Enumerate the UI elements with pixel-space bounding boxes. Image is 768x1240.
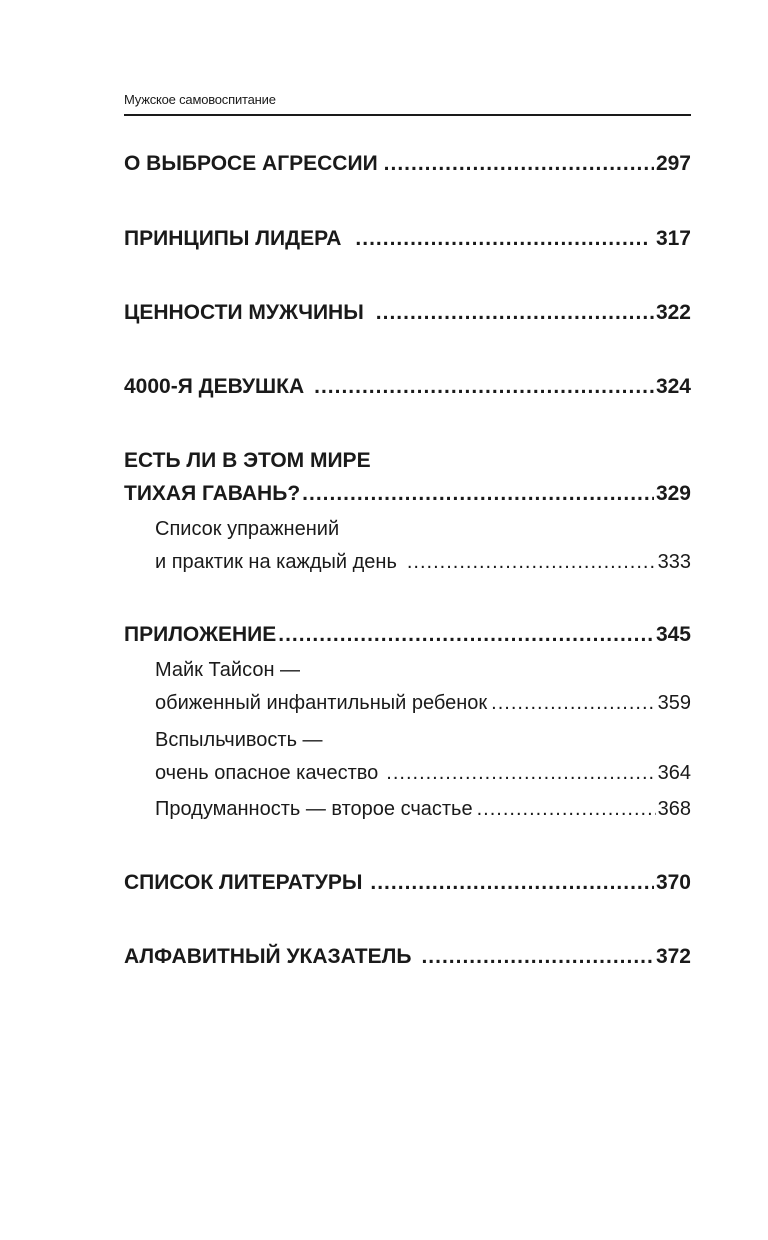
toc-page-number: 368 — [657, 798, 691, 820]
toc-subentry-tyson[interactable] — [155, 690, 691, 716]
toc-entry-title: СПИСОК ЛИТЕРАТУРЫ — [124, 871, 363, 894]
toc-page-number: 372 — [655, 945, 691, 968]
toc-subentry-title: Список упражнений — [155, 518, 340, 540]
toc-entry-aggression[interactable] — [124, 151, 691, 177]
header-rule — [124, 114, 691, 116]
toc-subentry-temper[interactable] — [155, 760, 691, 786]
toc-entry-quiet-harbor-line1[interactable] — [124, 448, 691, 474]
toc-entry-title: ЕСТЬ ЛИ В ЭТОМ МИРЕ — [124, 449, 371, 472]
toc-page-number: 345 — [655, 623, 691, 646]
toc-entry-title: О ВЫБРОСЕ АГРЕССИИ — [124, 152, 378, 175]
toc-entry-title-continued: ТИХАЯ ГАВАНЬ? — [124, 482, 301, 505]
dot-leader — [376, 300, 654, 326]
dot-leader — [407, 549, 656, 575]
dot-leader — [278, 622, 654, 648]
dot-leader — [491, 690, 655, 716]
toc-subentry-title-continued: обиженный инфантильный ребенок — [155, 692, 488, 714]
toc-page-number: 364 — [657, 762, 691, 784]
toc-subentry-title: Продуманность — второе счастье — [155, 798, 473, 820]
dot-leader — [421, 944, 654, 970]
toc-subentry-title-continued: очень опасное качество — [155, 762, 379, 784]
toc-subentry-exercises[interactable] — [155, 549, 691, 575]
dot-leader — [370, 870, 654, 896]
dot-leader — [477, 796, 656, 822]
dot-leader — [355, 226, 648, 252]
toc-subentry-title-continued: и практик на каждый день — [155, 551, 397, 573]
toc-page-number: 329 — [655, 482, 691, 505]
toc-entry-appendix[interactable] — [124, 622, 691, 648]
toc-entry-index[interactable] — [124, 944, 691, 970]
book-page — [124, 0, 691, 1240]
toc-entry-leader-principles[interactable] — [124, 226, 691, 252]
toc-subentry-forethought[interactable] — [155, 796, 691, 822]
running-head: Мужское самовоспитание — [124, 92, 276, 107]
toc-entry-title: ЦЕННОСТИ МУЖЧИНЫ — [124, 301, 364, 324]
toc-entry-4000th-girl[interactable] — [124, 374, 691, 400]
toc-page-number: 370 — [655, 871, 691, 894]
dot-leader — [384, 151, 654, 177]
toc-subentry-exercises-line1[interactable] — [155, 516, 691, 542]
toc-entry-bibliography[interactable] — [124, 870, 691, 896]
toc-subentry-temper-line1[interactable] — [155, 727, 691, 753]
toc-subentry-title: Вспыльчивость — — [155, 729, 323, 751]
toc-subentry-tyson-line1[interactable] — [155, 657, 691, 683]
toc-entry-title: ПРИЛОЖЕНИЕ — [124, 623, 277, 646]
dot-leader — [302, 481, 654, 507]
toc-entry-title: 4000-Я ДЕВУШКА — [124, 375, 305, 398]
toc-page-number: 297 — [655, 152, 691, 175]
toc-page-number: 322 — [655, 301, 691, 324]
dot-leader — [314, 374, 654, 400]
toc-page-number: 359 — [657, 692, 691, 714]
toc-entry-title: АЛФАВИТНЫЙ УКАЗАТЕЛЬ — [124, 945, 412, 968]
toc-page-number: 324 — [655, 375, 691, 398]
toc-page-number: 317 — [655, 227, 691, 250]
toc-entry-title: ПРИНЦИПЫ ЛИДЕРА — [124, 227, 342, 250]
toc-entry-mens-values[interactable] — [124, 300, 691, 326]
toc-subentry-title: Майк Тайсон — — [155, 659, 301, 681]
toc-entry-quiet-harbor[interactable] — [124, 481, 691, 507]
dot-leader — [386, 760, 655, 786]
toc-page-number: 333 — [657, 551, 691, 573]
